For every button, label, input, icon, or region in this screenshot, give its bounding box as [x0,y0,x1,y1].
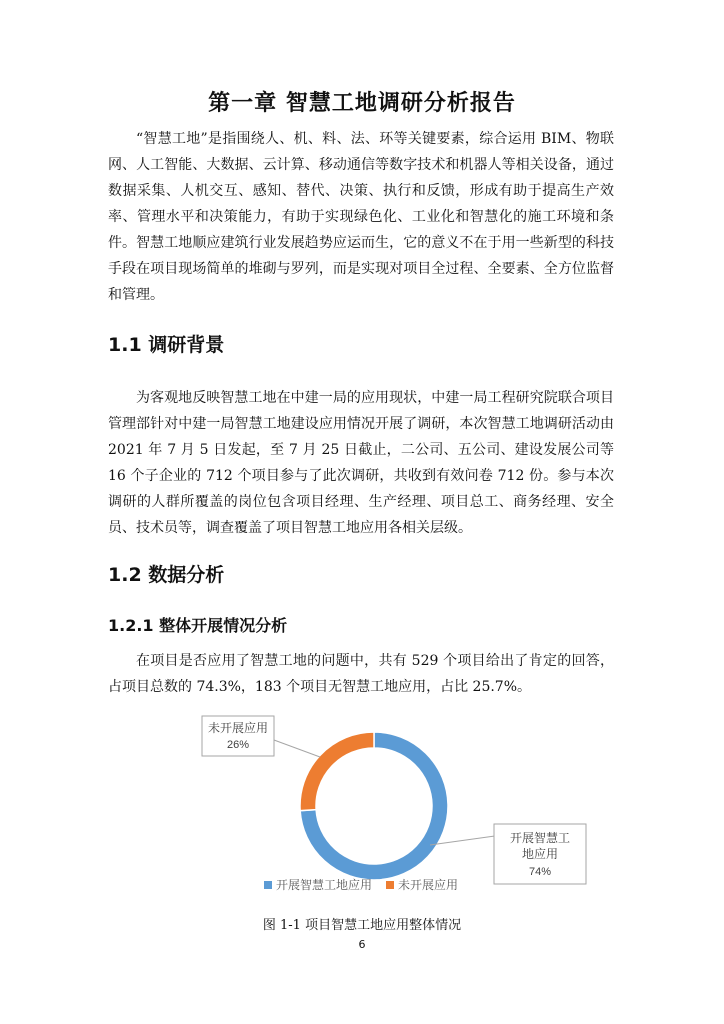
donut-chart [190,712,571,902]
legend-swatch-unapplied [386,881,394,889]
data-label-applied-name-2: 地应用 [521,847,559,861]
data-label-unapplied-name: 未开展应用 [207,721,269,735]
leader-line-unapplied [274,740,320,757]
figure-caption: 图 1-1 项目智慧工地应用整体情况 [262,918,462,933]
data-label-applied-name-1: 开展智慧工 [509,831,571,845]
intro-paragraph: “智慧工地”是指围绕人、机、料、法、环等关键要素，综合运用 BIM、物联网、人工智能、大数据、云计算、移动通信等数字技术和机器人等相关设备，通过数据采集、人机交互、感知、替代、决策、执行和反馈，形成有助于提高生产效率、管理水平和决策能力，有助于实现绿色化、工业化和智慧化的施工环境和条件。智慧工地顺应建筑行业发展趋势应运而生，它的意义不在于用一些新型的科技手段在项目现场简单的堆砌与罗列，而是实现对项目全过程、全要素、全方位监督和管理。 [108,131,614,303]
chart-slices [300,732,448,880]
section-heading-1-2: 1.2 数据分析 [108,564,225,586]
legend-label-applied: 开展智慧工地应用 [276,878,373,892]
section-heading-1-1: 1.1 调研背景 [108,334,225,356]
data-label-unapplied-percent: 26% [226,739,250,751]
legend-swatch-applied [264,881,272,889]
page-number: 6 [358,938,366,951]
legend-label-unapplied: 未开展应用 [398,878,459,892]
section-1-1-paragraph: 为客观地反映智慧工地在中建一局的应用现状，中建一局工程研究院联合项目管理部针对中建一局智慧工地建设应用情况开展了调研，本次智慧工地调研活动由 2021 年 7 月 5 日发起，至 7 月 25 日截止，二公司、五公司、建设发展公司等 16 个子企业的 712 个项目参与了此次调研，共收到有效问卷 712 份。参与本次调研的人群所覆盖的岗位包含项目经理、生产经理、项目总工、商务经理、安全员、技术员等，调查覆盖了项目智慧工地应用各相关层级。 [108,390,614,536]
subsection-1-2-1-paragraph: 在项目是否应用了智慧工地的问题中，共有 529 个项目给出了肯定的回答，占项目总数的 74.3%，183 个项目无智慧工地应用，占比 25.7%。 [108,653,614,695]
data-label-applied-percent: 74% [528,866,552,878]
chapter-title: 第一章 智慧工地调研分析报告 [208,91,516,116]
donut-slice-unapplied [300,732,374,811]
subsection-heading-1-2-1: 1.2.1 整体开展情况分析 [108,616,288,635]
